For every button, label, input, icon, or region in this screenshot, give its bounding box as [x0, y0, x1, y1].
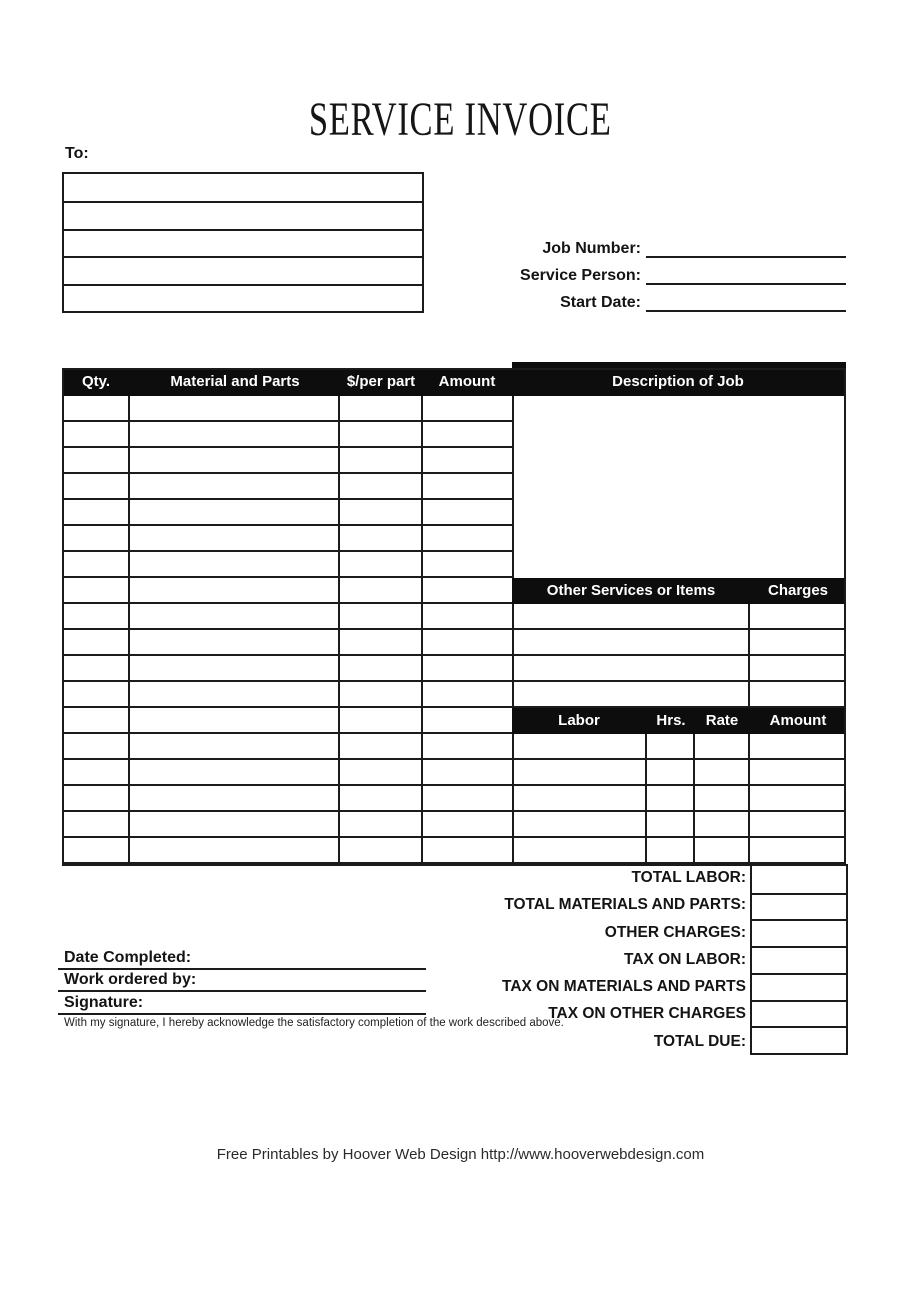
total-labor-box[interactable] [752, 866, 846, 893]
tax-on-labor-box[interactable] [752, 946, 846, 973]
amount-cell[interactable] [423, 500, 514, 526]
description-of-job-header: Description of Job [612, 373, 744, 390]
price-per-part-cell[interactable] [340, 760, 423, 786]
footer-credit: Free Printables by Hoover Web Design http://www.hooverwebdesign.com [216, 1146, 705, 1163]
job-number-input-line[interactable] [646, 236, 846, 258]
material-cell[interactable] [130, 578, 340, 604]
labor-body [512, 734, 846, 864]
price-per-part-cell[interactable] [340, 474, 423, 500]
tax-on-labor-label: TAX ON LABOR: [624, 951, 746, 968]
service-item-cell[interactable] [512, 604, 750, 630]
labor-amount-cell[interactable] [750, 812, 846, 838]
qty-cell[interactable] [62, 708, 130, 734]
tax-on-materials-box[interactable] [752, 973, 846, 1000]
date-completed-field[interactable] [58, 944, 426, 970]
qty-cell[interactable] [62, 526, 130, 552]
start-date-input-line[interactable] [646, 290, 846, 312]
amount-cell[interactable] [423, 526, 514, 552]
price-per-part-cell[interactable] [340, 786, 423, 812]
to-label: To: [65, 145, 89, 162]
service-person-input-line[interactable] [646, 263, 846, 285]
charge-cell[interactable] [750, 604, 846, 630]
amount-cell[interactable] [423, 812, 514, 838]
description-of-job-area[interactable] [514, 396, 844, 578]
qty-cell[interactable] [62, 604, 130, 630]
labor-rate-cell[interactable] [695, 838, 750, 864]
total-materials-box[interactable] [752, 893, 846, 920]
recipient-address-line[interactable] [64, 229, 422, 256]
labor-title: Labor [558, 712, 600, 729]
qty-cell[interactable] [62, 838, 130, 864]
other-charges-box[interactable] [752, 919, 846, 946]
recipient-address-line[interactable] [64, 174, 422, 201]
labor-hrs-cell[interactable] [647, 812, 695, 838]
amount-cell[interactable] [423, 604, 514, 630]
other-services-body [512, 604, 846, 708]
qty-cell[interactable] [62, 812, 130, 838]
service-person-label: Service Person: [520, 267, 641, 284]
labor-description-cell[interactable] [512, 734, 647, 760]
qty-cell[interactable] [62, 630, 130, 656]
labor-rate-cell[interactable] [695, 760, 750, 786]
labor-amount-cell[interactable] [750, 734, 846, 760]
qty-cell[interactable] [62, 396, 130, 422]
qty-header: Qty. [81, 373, 111, 390]
qty-cell[interactable] [62, 734, 130, 760]
total-labor-label: TOTAL LABOR: [631, 869, 746, 886]
material-cell[interactable] [130, 396, 340, 422]
qty-cell[interactable] [62, 578, 130, 604]
materials-table-header [62, 368, 846, 396]
job-number-label: Job Number: [542, 240, 641, 257]
charge-cell[interactable] [750, 682, 846, 708]
total-due-box[interactable] [752, 1026, 846, 1053]
qty-cell[interactable] [62, 656, 130, 682]
price-per-part-cell[interactable] [340, 838, 423, 864]
labor-header [512, 708, 846, 734]
charges-header: Charges [767, 582, 829, 599]
service-person-field [440, 263, 846, 285]
charge-cell[interactable] [750, 630, 846, 656]
material-cell[interactable] [130, 526, 340, 552]
recipient-address-line[interactable] [64, 284, 422, 311]
material-cell[interactable] [130, 552, 340, 578]
price-per-part-cell[interactable] [340, 656, 423, 682]
labor-amount-header: Amount [769, 712, 827, 729]
material-cell[interactable] [130, 786, 340, 812]
amount-cell[interactable] [423, 656, 514, 682]
tax-on-other-charges-label: TAX ON OTHER CHARGES [548, 1005, 746, 1022]
per-part-header: $/per part [346, 373, 416, 390]
material-cell[interactable] [130, 474, 340, 500]
signature-field[interactable] [58, 993, 426, 1015]
material-cell[interactable] [130, 630, 340, 656]
qty-cell[interactable] [62, 422, 130, 448]
labor-description-cell[interactable] [512, 812, 647, 838]
price-per-part-cell[interactable] [340, 682, 423, 708]
labor-amount-cell[interactable] [750, 786, 846, 812]
labor-rate-cell[interactable] [695, 786, 750, 812]
other-services-header [512, 578, 846, 604]
qty-cell[interactable] [62, 760, 130, 786]
amount-cell[interactable] [423, 552, 514, 578]
price-per-part-cell[interactable] [340, 812, 423, 838]
amount-cell[interactable] [423, 474, 514, 500]
qty-cell[interactable] [62, 474, 130, 500]
labor-amount-cell[interactable] [750, 760, 846, 786]
amount-cell[interactable] [423, 838, 514, 864]
material-cell[interactable] [130, 734, 340, 760]
amount-cell[interactable] [423, 422, 514, 448]
signature-note: With my signature, I hereby acknowledge the satisfactory completion of the work described above. [64, 1017, 564, 1029]
material-cell[interactable] [130, 812, 340, 838]
labor-hrs-cell[interactable] [647, 760, 695, 786]
tax-on-materials-label: TAX ON MATERIALS AND PARTS [502, 978, 746, 995]
labor-hrs-cell[interactable] [647, 734, 695, 760]
labor-description-cell[interactable] [512, 786, 647, 812]
amount-cell[interactable] [423, 682, 514, 708]
qty-cell[interactable] [62, 786, 130, 812]
price-per-part-cell[interactable] [340, 578, 423, 604]
price-per-part-cell[interactable] [340, 500, 423, 526]
price-per-part-cell[interactable] [340, 734, 423, 760]
service-item-cell[interactable] [512, 682, 750, 708]
recipient-address-box [62, 172, 424, 313]
work-ordered-by-label: Work ordered by: [64, 971, 197, 988]
date-completed-label: Date Completed: [64, 949, 192, 966]
amount-cell[interactable] [423, 760, 514, 786]
material-cell[interactable] [130, 708, 340, 734]
start-date-field [440, 290, 846, 312]
material-and-parts-header: Material and Parts [170, 373, 300, 390]
price-per-part-cell[interactable] [340, 604, 423, 630]
amount-cell[interactable] [423, 578, 514, 604]
amount-header: Amount [438, 373, 496, 390]
recipient-address-line[interactable] [64, 256, 422, 283]
materials-table-body [62, 396, 514, 864]
amount-cell[interactable] [423, 786, 514, 812]
material-cell[interactable] [130, 500, 340, 526]
work-ordered-by-field[interactable] [58, 970, 426, 992]
price-per-part-cell[interactable] [340, 396, 423, 422]
totals-box-column [750, 864, 848, 1055]
start-date-label: Start Date: [560, 294, 641, 311]
rate-header: Rate [705, 712, 739, 729]
labor-amount-cell[interactable] [750, 838, 846, 864]
other-charges-label: OTHER CHARGES: [604, 924, 746, 941]
signature-label: Signature: [64, 994, 144, 1011]
price-per-part-cell[interactable] [340, 630, 423, 656]
material-cell[interactable] [130, 682, 340, 708]
charge-cell[interactable] [750, 656, 846, 682]
qty-cell[interactable] [62, 552, 130, 578]
service-item-cell[interactable] [512, 630, 750, 656]
amount-cell[interactable] [423, 396, 514, 422]
price-per-part-cell[interactable] [340, 448, 423, 474]
material-cell[interactable] [130, 838, 340, 864]
labor-rate-cell[interactable] [695, 734, 750, 760]
material-cell[interactable] [130, 656, 340, 682]
price-per-part-cell[interactable] [340, 422, 423, 448]
service-item-cell[interactable] [512, 656, 750, 682]
total-due-label: TOTAL DUE: [653, 1033, 746, 1050]
amount-cell[interactable] [423, 448, 514, 474]
amount-cell[interactable] [423, 630, 514, 656]
page-title: SERVICE INVOICE [309, 93, 612, 146]
amount-cell[interactable] [423, 708, 514, 734]
labor-hrs-cell[interactable] [647, 838, 695, 864]
price-per-part-cell[interactable] [340, 708, 423, 734]
material-cell[interactable] [130, 422, 340, 448]
material-cell[interactable] [130, 604, 340, 630]
hrs-header: Hrs. [656, 712, 686, 729]
price-per-part-cell[interactable] [340, 526, 423, 552]
qty-cell[interactable] [62, 682, 130, 708]
material-cell[interactable] [130, 448, 340, 474]
labor-hrs-cell[interactable] [647, 786, 695, 812]
job-number-field [440, 236, 846, 258]
recipient-address-line[interactable] [64, 201, 422, 228]
other-services-title: Other Services or Items [546, 582, 716, 599]
amount-cell[interactable] [423, 734, 514, 760]
qty-cell[interactable] [62, 500, 130, 526]
price-per-part-cell[interactable] [340, 552, 423, 578]
total-materials-label: TOTAL MATERIALS AND PARTS: [504, 896, 746, 913]
labor-description-cell[interactable] [512, 838, 647, 864]
material-cell[interactable] [130, 760, 340, 786]
labor-rate-cell[interactable] [695, 812, 750, 838]
qty-cell[interactable] [62, 448, 130, 474]
tax-on-other-charges-box[interactable] [752, 1000, 846, 1027]
labor-description-cell[interactable] [512, 760, 647, 786]
